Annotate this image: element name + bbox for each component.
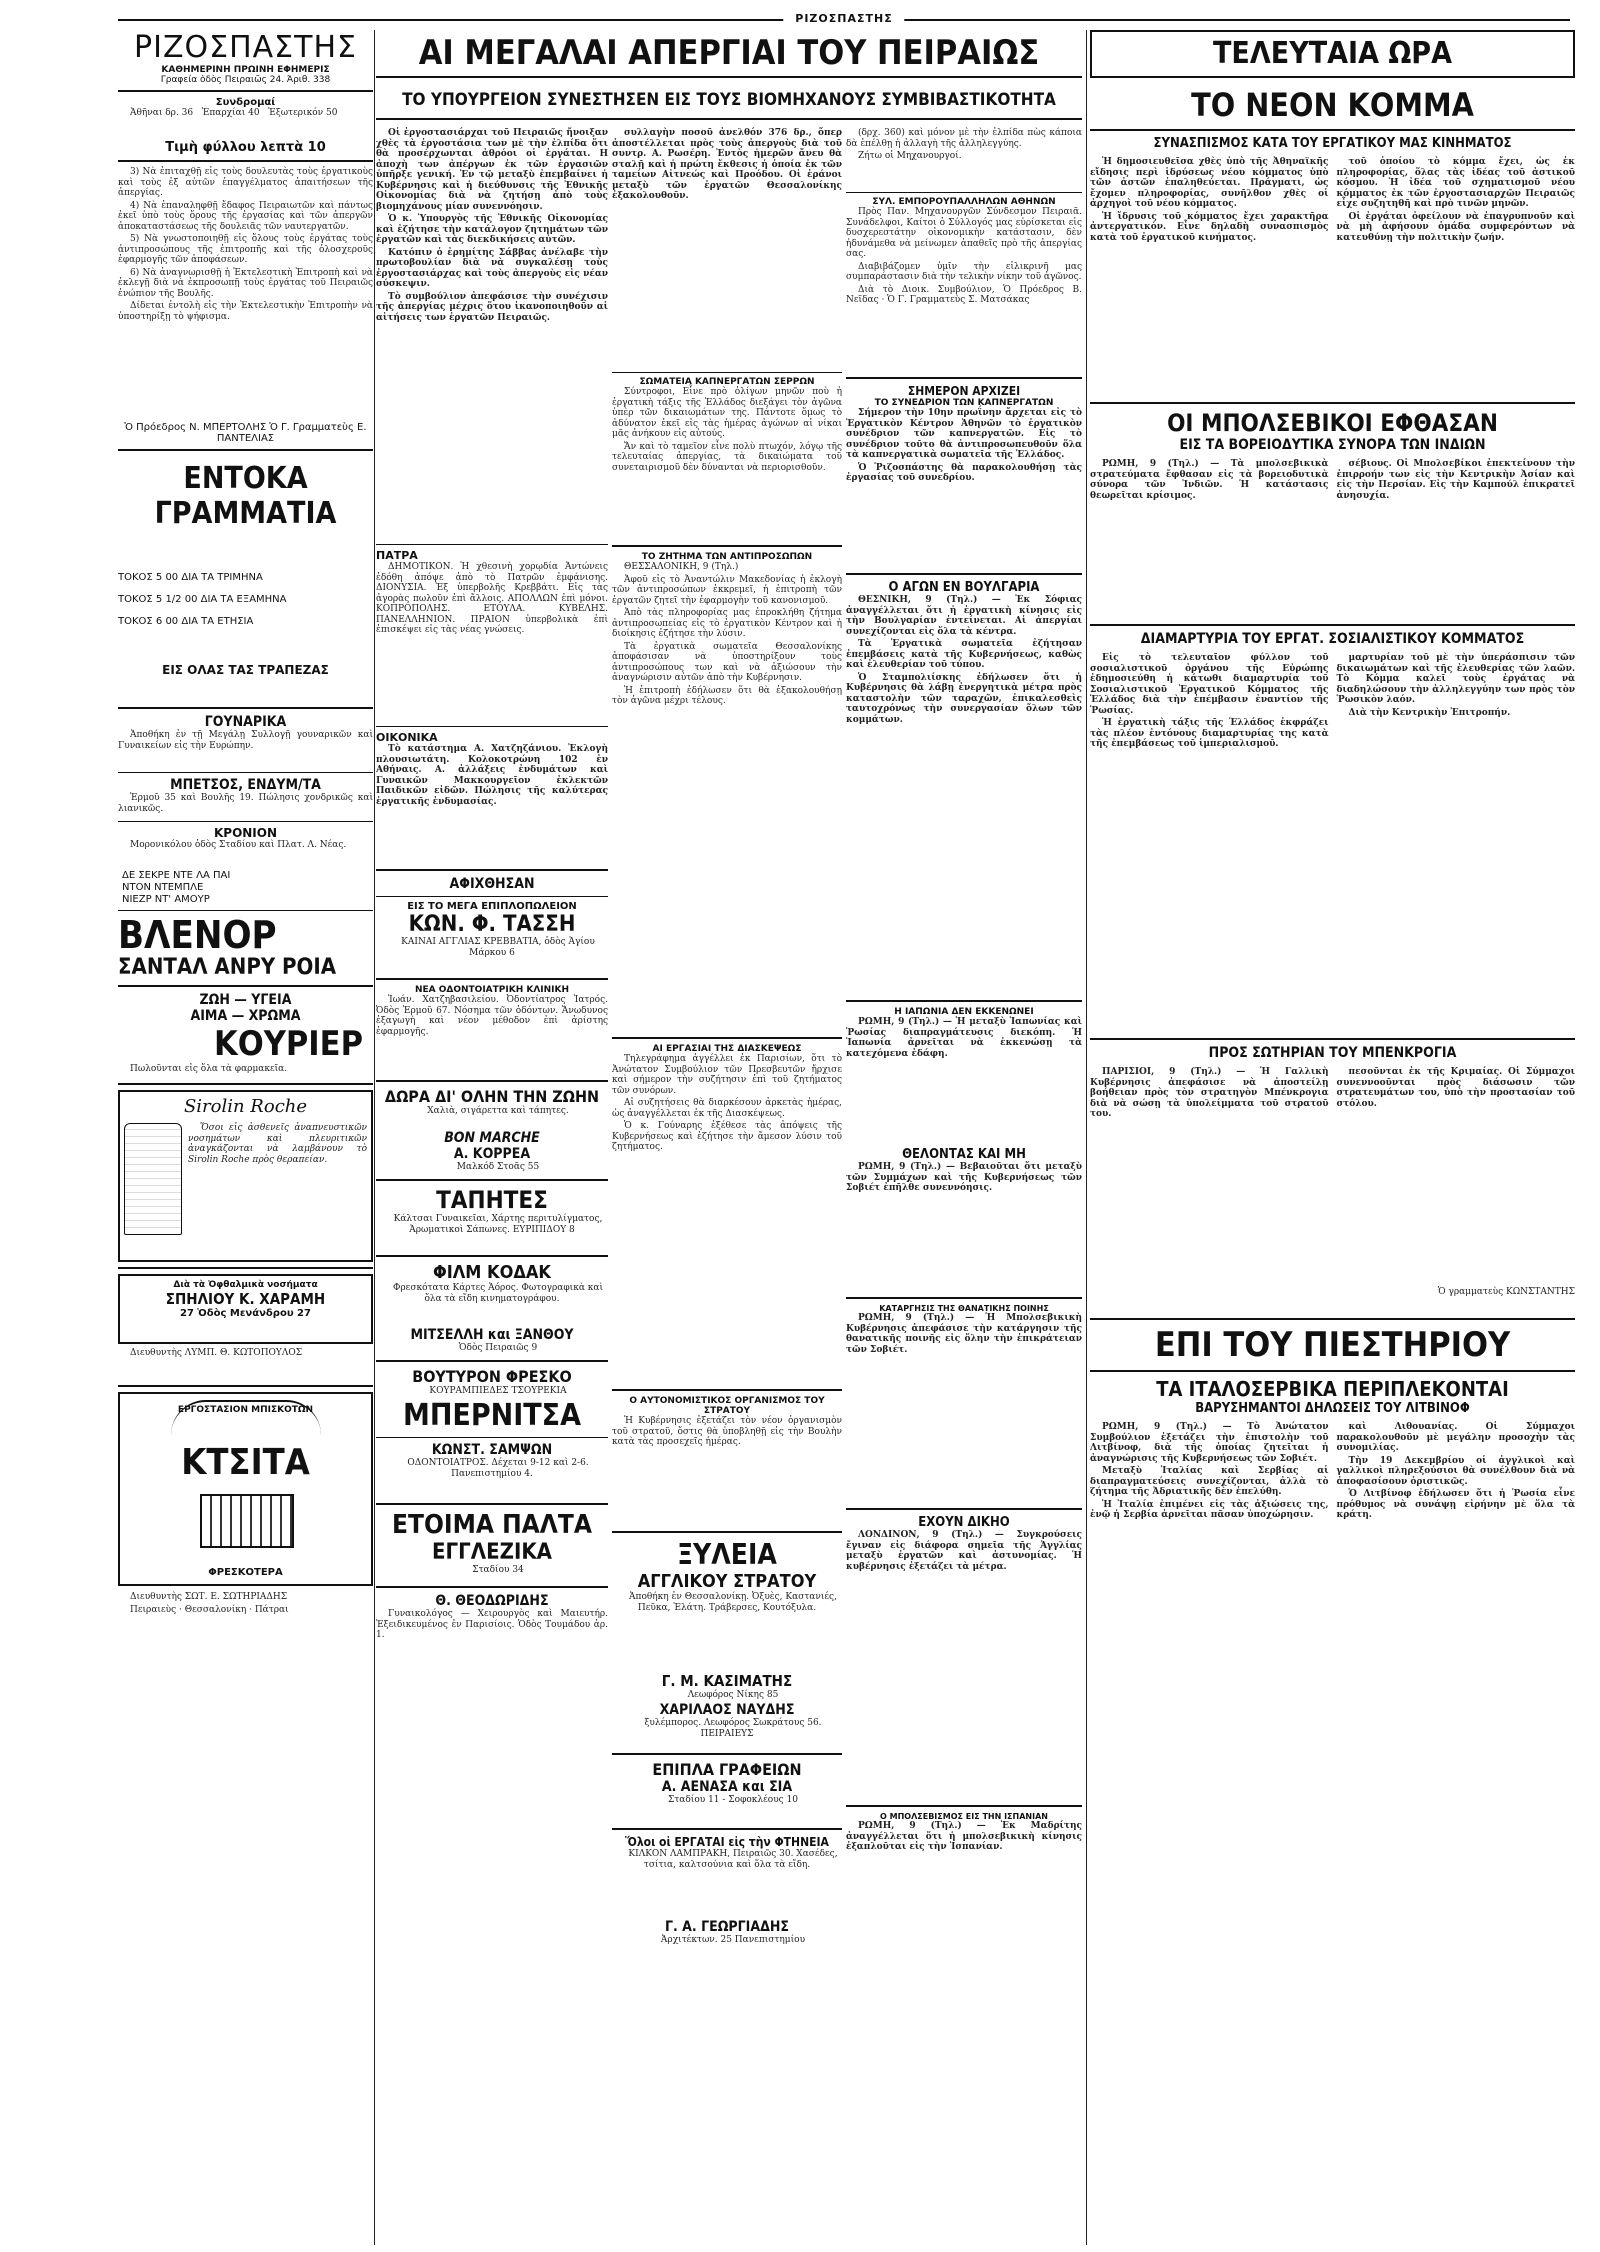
epipla: ΕΠΙΠΛΑ ΓΡΑΦΕΙΩΝ — [652, 1760, 802, 1779]
paper-name: ΡΙΖΟΣΠΑΣΤΗΣ — [134, 30, 357, 65]
headline: ΑΙ ΜΕΓΑΛΑΙ ΑΠΕΡΓΙΑΙ ΤΟΥ ΠΕΙΡΑΙΩΣ — [376, 30, 1082, 78]
to-meg: ΕΙΣ ΤΟ ΜΕΓΑ ΕΠΙΠΛΟΠΩΛΕΙΟΝ — [407, 901, 577, 912]
zitima: ΤΟ ΖΗΤΗΜΑ ΤΩΝ ΑΝΤΙΠΡΟΣΩΠΩΝ — [641, 552, 813, 562]
tsita-bottom: ΦΡΕΣΚΟΤΕΡΑ — [208, 1567, 283, 1578]
factory-icon — [200, 1494, 294, 1548]
right-column: ΤΕΛΕΥΤΑΙΑ ΩΡΑ ΤΟ ΝΕΟΝ ΚΟΜΜΑ ΣΥΝΑΣΠΙΣΜΟΣ ΚΑΤΑ ΤΟΥ ΕΡΓΑΤΙΚΟΥ ΜΑΣ ΚΙΝΗΜΑΤΟΣ Ἡ δημοσιευθεῖσα χθὲς ὑπὸ τῆς Ἀθηναϊκῆς εἴδησις περὶ ἱδρύσεως νέου κόμματος ὑπὸ τῶν ἀστῶν ἐπαληθεύεται. Πράγματι, ὡς ἔχομεν πληροφορίας, συνῆλθον χθὲς οἱ ἀρχηγοὶ τοῦ νέου κόμματος. Ἡ ἵδρυσις τοῦ κόμματος ἔχει χαρακτῆρα ἀντεργατικόν. Εἶνε δηλαδὴ συνασπισμὸς κατὰ τοῦ ἐργατικοῦ κινήματος. τοῦ ὁποίου τὸ κόμμα ἔχει, ὡς ἐκ πληροφορίας, ὅλας τὰς ἰδέας τοῦ ἀστικοῦ κόσμου. Ἡ ἰδέα τοῦ σχηματισμοῦ νέου κόμματος ἐκ τῶν ἐργοστασιαρχῶν Πειραιῶς εἶχε συζητηθῆ καὶ πρὸ τινῶν μηνῶν. Οἱ ἐργάται ὀφείλουν νὰ ἐπαγρυπνοῦν καὶ νὰ μὴ ἀφήσουν ὁμάδα συμφερόντων νὰ κατευθύνῃ τὴν πολιτικὴν ζωήν. ΟΙ ΜΠΟΛΣΕΒΙΚΟΙ ΕΦΘΑΣΑΝ ΕΙΣ ΤΑ ΒΟΡΕΙΟΔΥΤΙΚΑ ΣΥΝΟΡΑ ΤΩΝ ΙΝΔΙΩΝ ΡΩΜΗ, 9 (Τηλ.) — Τὰ μπολσεβικικὰ στρατεύματα ἔφθασαν εἰς τὰ βορειοδυτικὰ σύνορα τῶν Ἰνδιῶν. Ἡ κατάστασις θεωρεῖται κρίσιμος. σέβιους. Οἱ Μπολσεβίκοι ἐπεκτείνουν τὴν ἐπιρροήν των εἰς τὴν Κεντρικὴν Ἀσίαν καὶ εἰς τὴν Περσίαν. Εἰς τὴν Καμπούλ ἐπικρατεῖ ἀνησυχία. ΔΙΑΜΑΡΤΥΡΙΑ ΤΟΥ ΕΡΓΑΤ. ΣΟΣΙΑΛΙΣΤΙΚΟΥ ΚΟΜΜΑΤΟΣ Εἰς τὸ τελευταῖον φύλλον τοῦ σοσιαλιστικοῦ ὀργάνου τῆς Εὐρώπης ἐδημοσιεύθη ἡ κάτωθι διαμαρτυρία τοῦ Σοσιαλιστικοῦ Ἐργατικοῦ Κόμματος τῆς Ἑλλάδος διὰ τὴν ἐπέμβασιν ἐναντίον τῆς Ῥωσίας. Ἡ ἐργατικὴ τάξις τῆς Ἑλλάδος ἐκφράζει τὰς πλέον ἐντόνους διαμαρτυρίας της κατὰ τῆς ἐπεμβάσεως τοῦ ἱμπεριαλισμοῦ. μαρτυρίαν τοῦ μὲ τὴν ὑπεράσπισιν τῶν δικαιωμάτων καὶ τῆς ἐλευθερίας τῶν λαῶν. Τὸ Κόμμα καλεῖ τοὺς ἐργάτας νὰ διαδηλώσουν τὴν ἀλληλεγγύην των πρὸς τὸν Ῥωσικὸν λαόν. Διὰ τὴν Κεντρικὴν Ἐπιτροπήν. ΠΡΟΣ ΣΩΤΗΡΙΑΝ ΤΟΥ ΜΠΕΝΚΡΟΓΙΑ ΠΑΡΙΣΙΟΙ, 9 (Τηλ.) — Ἡ Γαλλικὴ Κυβέρνησις ἀπεφάσισε νὰ ἀποστείλῃ βοήθειαν πρὸς τὸν στρατηγὸν Μπένκρογια διὰ νὰ σώσῃ τὰ ὑπολείμματα τοῦ στρατοῦ του. πεσοῦνται ἐκ τῆς Κριμαίας. Οἱ Σύμμαχοι συνεννοοῦνται πρὸς διάσωσιν τῶν στρατευμάτων του, ὑπὸ τὴν προστασίαν τοῦ στόλου. Ὁ γραμματεὺς ΚΩΝΣΤΑΝΤΗΣ ΕΠΙ ΤΟΥ ΠΙΕΣΤΗΡΙΟΥ ΤΑ ΙΤΑΛΟΣΕΡΒΙΚΑ ΠΕΡΙΠΛΕΚΟΝΤΑΙ ΒΑΡΥΣΗΜΑΝΤΟΙ ΔΗΛΩΣΕΙΣ ΤΟΥ ΛΙΤΒΙΝΟΦ ΡΩΜΗ, 9 (Τηλ.) — Τὸ Ἀνώτατον Συμβούλιον ἐξετάζει τὴν ἐπιστολὴν τοῦ Λιτβίνοφ, διὰ τῆς ὁποίας ζητεῖται ἡ ἀναγνώρισις τῆς Κυβερνήσεως τῶν Σοβιέτ. Μεταξὺ Ἰταλίας καὶ Σερβίας αἱ διαπραγματεύσεις συνεχίζονται, ἀλλὰ τὸ ζήτημα τῆς Ἀδριατικῆς δὲν ἐπελύθη. Ἡ Ἰταλία ἐπιμένει εἰς τὰς ἀξιώσεις της, ἐνῷ ἡ Σερβία ἀρνεῖται πᾶσαν ὑποχώρησιν. καὶ Λιθουανίας. Οἱ Σύμμαχοι παρακολουθοῦν μὲ μεγάλην προσοχὴν τὰς συνομιλίας. Τὴν 19 Δεκεμβρίου οἱ ἀγγλικοὶ καὶ γαλλικοὶ πληρεξούσιοι θὰ συνέλθουν διὰ νὰ ἀποφασίσουν ὁριστικῶς. Ὁ Λιτβίνοφ ἐδήλωσεν ὅτι ἡ Ῥωσία εἶνε πρόθυμος νὰ συνάψῃ εἰρήνην μὲ ὅλα τὰ κράτη. — [1090, 30, 1575, 2245]
tsita-ad — [118, 1392, 373, 1586]
exoun-diko: ΕΧΟΥΝ ΔΙΚΗΟ — [918, 1515, 1010, 1530]
teleutaia: ΤΕΛΕΥΤΑΙΑ ΩΡΑ — [1213, 36, 1452, 71]
gerapidis: Γ. Α. ΓΕΩΡΓΙΑΔΗΣ — [664, 1919, 790, 1935]
price: Τιμὴ φύλλου λεπτὰ 10 — [165, 140, 326, 155]
egglezika: ΕΓΓΛΕΖΙΚΑ — [432, 1540, 552, 1565]
ofthalm: Διὰ τὰ Ὀφθαλμικὰ νοσήματα — [173, 1280, 318, 1290]
tsita-sub: ΕΡΓΟΣΤΑΣΙΟΝ ΜΠΙΣΚΟΤΩΝ — [171, 1400, 321, 1435]
aenasa: Α. ΑΕΝΑΣΑ και ΣΙΑ — [661, 1779, 793, 1795]
vlenor: ΒΛΕΝΟΡ — [118, 913, 277, 957]
tokos-row: ΤΟΚΟΣ 5 1/2 00 ΔΙΑ ΤΑ ΕΞΑΜΗΝΑ — [118, 594, 287, 605]
aima: ΑΙΜΑ — ΧΡΩΜΑ — [190, 1008, 301, 1024]
diamartyria: ΔΙΑΜΑΡΤΥΡΙΑ ΤΟΥ ΕΡΓΑΤ. ΣΟΣΙΑΛΙΣΤΙΚΟΥ ΚΟΜΜΑΤΟΣ — [1140, 631, 1525, 647]
mitsella: ΜΙΤΣΕΛΛΗ και ΞΑΝΘΟΥ — [410, 1327, 574, 1343]
katargisis: ΚΑΤΑΡΓΗΣΙΣ ΤΗΣ ΘΑΝΑΤΙΚΗΣ ΠΟΙΝΗΣ — [879, 1304, 1049, 1313]
footer: Διευθυντὴς ΣΩΤ. Ε. ΣΩΤΗΡΙΑΔΗΣ Πειραιεὺς · Θεσσαλονίκη · Πάτραι — [130, 1592, 289, 1615]
zoi: ΖΩΗ — ΥΓΕΙΑ — [199, 992, 292, 1008]
kourier: ΚΟΥΡΙΕΡ — [214, 1024, 363, 1064]
kronion: ΚΡΟΝΙΟΝ — [213, 826, 278, 840]
subscriptions: Συνδρομαί — [215, 97, 276, 108]
pros-sotirian: ΠΡΟΣ ΣΩΤΗΡΙΑΝ ΤΟΥ ΜΠΕΝΚΡΟΓΙΑ — [1208, 1045, 1457, 1061]
mpolsevismos: Ο ΜΠΟΛΣΕΒΙΣΜΟΣ ΕΙΣ ΤΗΝ ΙΣΠΑΝΙΑΝ — [880, 1812, 1048, 1821]
etoima: ΕΤΟΙΜΑ ΠΑΛΤΑ — [392, 1510, 592, 1540]
teleutaia-box — [1090, 30, 1575, 78]
xyleia: ΞΥΛΕΙΑ — [677, 1538, 777, 1571]
zitima-body: ΘΕΣΣΑΛΟΝΙΚΗ, 9 (Τηλ.) Ἀφοῦ εἰς τὸ Ἀναντώλιν Μακεδονίας ἡ ἐκλογὴ τῶν ἀντιπροσώπων ἐκκρεμεῖ, ἡ ἐπιτροπὴ τῶν ἐργατῶν ζητεῖ τὴν ἐφαρμογὴν τοῦ κανονισμοῦ. Ἀπὸ τὰς πληροφορίας μας ἐπροκλήθη ζήτημα ἀντιπροσωπείας εἰς τὸ ἐργατικὸν Κέντρον καὶ ἡ διοίκησις ἐζήτησε τὴν λύσιν. Τὰ ἐργατικὰ σωματεῖα Θεσσαλονίκης ἀποφάσισαν νὰ ὑποστηρίξουν τοὺς ἀντιπροσώπους των καὶ νὰ ἀξιώσουν τὴν ἀναγνώρισιν αὐτῶν ἀπὸ τὴν Κυβέρνησιν. Ἡ ἐπιτροπὴ ἐδήλωσεν ὅτι θὰ ἐξακολουθήσῃ τὸν ἀγῶνα μέχρι τέλους. — [612, 562, 842, 706]
column-divider — [374, 30, 375, 2245]
iaponia: Η ΙΑΠΩΝΙΑ ΔΕΝ ΕΚΚΕΝΩΝΕΙ — [894, 1007, 1034, 1017]
grammateus: Ὁ γραμματεὺς ΚΩΝΣΤΑΝΤΗΣ — [1437, 1287, 1575, 1297]
center-news-col-c: ΣΗΜΕΡΟΝ ΑΡΧΙΖΕΙ ΤΟ ΣΥΝΕΔΡΙΟΝ ΤΩΝ ΚΑΠΝΕΡΓΑΤΩΝ Σήμερον τὴν 10ην πρωΐνην ἄρχεται εἰς τὸ Ἐργατικὸν Κέντρον Ἀθηνῶν τὸ ἐργατικὸν συνέδριον τῶν καπνεργατῶν. Εἰς τὸ συνέδριον τοῦτο θὰ ἀντιπροσωπευθοῦν ὅλα τὰ καπνεργατικὰ σωματεῖα τῆς Ἑλλάδος. Ὁ Ῥιζοσπάστης θὰ παρακολουθήσῃ τὰς ἐργασίας τοῦ συνεδρίου. Ο ΑΓΩΝ ΕΝ ΒΟΥΛΓΑΡΙΑ ΘΕΣΝΙΚΗ, 9 (Τηλ.) — Ἐκ Σόφιας ἀναγγέλλεται ὅτι ἡ ἐργατικὴ κίνησις εἰς τὴν Βουλγαρίαν ἐντείνεται. Αἱ ἀπεργίαι συνεχίζονται εἰς ὅλα τὰ κέντρα. Τὰ Ἐργατικὰ σωματεῖα ἐζήτησαν ἐπεμβάσεις κατὰ τῆς Κυβερνήσεως, καθὼς καὶ ἐλευθερίαν τοῦ τύπου. Ὁ Σταμπολιίσκης ἐδήλωσεν ὅτι ἡ Κυβέρνησις θὰ λάβῃ ἐνεργητικὰ μέτρα πρὸς καταστολὴν τῶν ταραχῶν, ἐπικαλεσθεὶς ταυτοχρόνως τὴν συνεργασίαν ὅλων τῶν κομμάτων. Η ΙΑΠΩΝΙΑ ΔΕΝ ΕΚΚΕΝΩΝΕΙ ΡΩΜΗ, 9 (Τηλ.) — Ἡ μεταξὺ Ἰαπωνίας καὶ Ῥωσίας διαπραγμάτευσις διεκόπη. Ἡ Ἰαπωνία ἀρνεῖται νὰ ἐκκενώσῃ τὰ κατεχόμενα ἐδάφη. ΘΕΛΟΝΤΑΣ ΚΑΙ ΜΗ ΡΩΜΗ, 9 (Τηλ.) — Βεβαιοῦται ὅτι μεταξὺ τῶν Συμμάχων καὶ τῆς Κυβερνήσεως τῶν Σοβιέτ ἐπῆλθε συνεννόησις. ΚΑΤΑΡΓΗΣΙΣ ΤΗΣ ΘΑΝΑΤΙΚΗΣ ΠΟΙΝΗΣ ΡΩΜΗ, 9 (Τηλ.) — Ἡ Μπολσεβικικὴ Κυβέρνησις ἀπεφάσισε τὴν κατάργησιν τῆς θανατικῆς ποινῆς εἰς ὅλην τὴν ἐπικράτειαν τῶν Σοβιέτ. ΕΧΟΥΝ ΔΙΚΗΟ ΛΟΝΔΙΝΟΝ, 9 (Τηλ.) — Συγκρούσεις ἔγιναν εἰς διάφορα σημεῖα τῆς Ἀγγλίας μεταξὺ ἐργατῶν καὶ ἀστυνομίας. Ἡ κυβέρνησις ἐξετάζει τὰ μέτρα. Ο ΜΠΟΛΣΕΒΙΣΜΟΣ ΕΙΣ ΤΗΝ ΙΣΠΑΝΙΑΝ ΡΩΜΗ, 9 (Τηλ.) — Ἐκ Μαδρίτης ἀναγγέλλεται ὅτι ἡ μπολσεβικικὴ κίνησις ἐξαπλοῦται εἰς τὴν Ἰσπανίαν. — [846, 372, 1082, 2240]
center-col-a-top: Οἱ ἐργοστασιάρχαι τοῦ Πειραιῶς ἤνοιξαν χθὲς τὰ ἐργοστάσια των μὲ τὴν ἐλπίδα ὅτι θὰ προσέρχωνται ἀθρόοι οἱ ἐργάται. Η ἀποχὴ των ἀπέργων ἐκ τῶν ἐργασιῶν ὑπῆρξε γενική. Ἐν τῷ μεταξὺ ἐπεμβαίνει ἡ Κυβέρνησις καὶ ἡ διεύθυνσις τῆς Ἐθνικῆς Οἰκονομίας διὰ νὰ ζητήσῃ ἀπὸ τοὺς βιομηχάνους μίαν συνεννόησιν. Ὁ κ. Ὑπουργὸς τῆς Ἐθνικῆς Οἰκονομίας καὶ ἐζήτησε τὴν κατάλογον ζητημάτων τῶν ἐργατῶν καὶ τὰς διεκδικήσεις αὐτῶν. Κατόπιν ὁ ἐρημίτης Σάββας ἀνέλαβε τὴν πρωτοβουλίαν διὰ νὰ συγκαλέσῃ τοὺς ἐργοστασιάρχας καὶ τοὺς ἀπεργοὺς εἰς νέαν σύσκεψιν. Τὸ συμβούλιον ἀπεφάσισε τὴν συνέχισιν τῆς ἀπεργίας μέχρις ὅτου ἱκανοποιηθοῦν αἱ αἰτήσεις των ἐργατῶν Πειραιῶς. — [376, 128, 608, 323]
film-row: ΝΤΟΝ ΝΤΕΜΠΛΕ — [122, 882, 204, 893]
film-row: ΝΙΕΖΡ ΝΤ' ΑΜΟΥΡ — [122, 894, 210, 905]
signatures: Ὁ Πρόεδρος Ν. ΜΠΕΡΤΟΛΗΣ Ὁ Γ. Γραμματεὺς Ε. ΠΑΝΤΕΛΙΑΣ — [124, 422, 367, 444]
xarilaos: ΧΑΡΙΛΑΟΣ ΝΑΥΔΗΣ — [659, 1702, 795, 1718]
korrea: Α. ΚΟΡΡΕΑ — [453, 1146, 531, 1162]
center-ads-column: ΠΑΤΡΑ ΔΗΜΟΤΙΚΟΝ. Ἡ χθεσινὴ χορῳδία Ἀντώνεις ἐδόθη ἀπόψε ἀπὸ τὸ Πατρῶν ἐμφάνισης. ΔΙΟΝΥΣΙΑ. Ἐξ ὑπερβολῆς Κρεββάτι. Εἰς τὰς ἀγορὰς πωλοῦν ἐπὶ ἄλλοις. ΑΠΟΛΛΩΝ ἐπὶ μόνοι. ΚΟΠΡΟΠΟΛΗΣ. ΕΤΟΥΛΑ. ΚΥΒΕΛΗΣ. ΠΑΝΕΛΛΗΝΙΟΝ. ΠΡΑΙΟΝ ὑπερβολικὰ ἐπὶ ἐπισκέψει εἰς τὰς νέας γνώσεις. ΟΙΚΟΝΙΚΑ Τὸ κατάστημα Α. Χατζηζάνιου. Ἐκλογὴ πλουσιωτάτη. Κολοκοτρώνη 102 ἐν Αθήναις. Α. ἀλλάξεις ἐνδυμάτων καὶ Γυναικῶν Μακκουργεῖον ἐκλεκτῶν Παιδικῶν εἰδῶν. Πώλησις τῆς καλύτερας ἐργατικῆς ἐνδυμασίας. ΑΦΙΧΘΗΣΑΝ ΕΙΣ ΤΟ ΜΕΓΑ ΕΠΙΠΛΟΠΩΛΕΙΟΝ ΚΩΝ. Φ. ΤΑΣΣΗ ΚΑΙΝΑΙ ΑΓΓΛΙΑΣ ΚΡΕΒΒΑΤΙΑ, ὁδὸς Ἁγίου Μάρκου 6 ΝΕΑ ΟΔΟΝΤΟΙΑΤΡΙΚΗ ΚΛΙΝΙΚΗ Ἰωάν. Χατζηβασιλείου. Ὀδοντίατρος Ἰατρός. Ὀδὸς Ἑρμοῦ 67. Νόσημα τῶν ὀδόντων. Ἄνωδυνος ἐξαγωγὴ καὶ νέον μέθοδον ἐπὶ ἀρίστης ἐφαρμογῆς. ΔΩΡΑ ΔΙ' ΟΛΗΝ ΤΗΝ ΖΩΗΝ Χαλιὰ, σιγάρεττα καὶ τάπητες. BON MARCHE Α. ΚΟΡΡΕΑ Μαλκόδ Στοᾶς 55 ΤΑΠΗΤΕΣ Κάλτσαι Γυναικεῖαι, Χάρτης περιτυλίγματος, Ἀρωματικοὶ Σάπωνες. ΕΥΡΙΠΙΔΟΥ 8 ΦΙΛΜ ΚΟΔΑΚ Φρεσκότατα Κάρτες Ἀόρος. Φωτογραφικὰ καὶ ὅλα τὰ εἴδη κινηματογράφου. ΜΙΤΣΕΛΛΗ και ΞΑΝΘΟΥ Ὁδὸς Πειραιῶς 9 ΒΟΥΤΥΡΟΝ ΦΡΕΣΚΟ ΚΟΥΡΑΜΠΙΕΔΕΣ ΤΣΟΥΡΕΚΙΑ ΜΠΕΡΝΙΤΣΑ ΚΩΝΣΤ. ΣΑΜΨΩΝ ΟΔΟΝΤΟΙΑΤΡΟΣ. Δέχεται 9-12 καὶ 2-6. Πανεπιστημίου 4. ΕΤΟΙΜΑ ΠΑΛΤΑ ΕΓΓΛΕΖΙΚΑ Σταδίου 34 Θ. ΘΕΟΔΩΡΙΔΗΣ Γυναικολόγος — Χειρουργὸς καὶ Μαιευτήρ. Ἐξειδικευμένος ἐν Παρισίοις. Ὁδὸς Τουμάδου ἀρ. 1. — [376, 540, 608, 2240]
entoka-title: ΕΝΤΟΚΑ ΓΡΑΜΜΑΤΙΑ — [154, 461, 337, 531]
gounarika: ΓΟΥΝΑΡΙΚΑ — [204, 714, 287, 730]
banks: ΕΙΣ ΟΛΑΣ ΤΑΣ ΤΡΑΠΕΖΑΣ — [162, 663, 329, 677]
neon-komma: ΤΟ ΝΕΟΝ ΚΟΜΜΑ — [1191, 86, 1474, 124]
italo: ΤΑ ΙΤΑΛΟΣΕΡΒΙΚΑ ΠΕΡΙΠΛΕΚΟΝΤΑΙ — [1156, 1377, 1509, 1401]
left-column: ΡΙΖΟΣΠΑΣΤΗΣ ΚΑΘΗΜΕΡΙΝΗ ΠΡΩΙΝΗ ΕΦΗΜΕΡΙΣ Γραφεία ὁδὸς Πειραιῶς 24. Ἀριθ. 338 Συνδρομαί Ἀθῆναι δρ. 36 Ἐπαρχίαι 40 Ἐξωτερικόν 50 Τιμὴ φύλλου λεπτὰ 10 3) Νὰ ἐπιταχθῇ εἰς τοὺς δουλευτὰς τοὺς ἐργατικοὺς καὶ τοὺς ἐξ αὐτῶν ἐπαγγέλματος ἀπαιτήσεων τῆς ἀπεργίας. 4) Νὰ ἐπαναληφθῇ ἔδαφος Πειραιωτῶν καὶ πάντως ἐκεῖ ὑπὸ τοὺς ὅρους τῆς ἐργασίας καὶ τῶν ἀπεργῶν ἀποκαταστάσεως τῆς δουλειᾶς τῶν ναυτεργατῶν. 5) Νὰ γνωστοποιηθῇ εἰς ὅλους τοὺς ἐργάτας τοὺς ἀντιπροσώπους τῆς ἐπιτροπῆς καὶ τῆς ὁλοσχεροῦς ἐφαρμογῆς τῶν ἀποφάσεων. 6) Νὰ ἀναγνωρισθῇ ἡ Ἐκτελεστικὴ Ἐπιτροπὴ καὶ νὰ ἐκλεγῇ διὰ νὰ ἐκπροσωπῇ τοὺς ἐργάτας τοῦ Πειραιῶς ἐνώπιον τῆς Βουλῆς. Δίδεται ἐντολὴ εἰς τὴν Ἐκτελεστικὴν Ἐπιτροπὴν νὰ ὑποστηρίξῃ τὸ ψήφισμα. Ὁ Πρόεδρος Ν. ΜΠΕΡΤΟΛΗΣ Ὁ Γ. Γραμματεὺς Ε. ΠΑΝΤΕΛΙΑΣ ΕΝΤΟΚΑ ΓΡΑΜΜΑΤΙΑ ΤΟΚΟΣ 5 00 ΔΙΑ ΤΑ ΤΡΙΜΗΝΑ ΤΟΚΟΣ 5 1/2 00 ΔΙΑ ΤΑ ΕΞΑΜΗΝΑ ΤΟΚΟΣ 6 00 ΔΙΑ ΤΑ ΕΤΗΣΙΑ ΕΙΣ ΟΛΑΣ ΤΑΣ ΤΡΑΠΕΖΑΣ ΓΟΥΝΑΡΙΚΑ Ἀποθήκη ἐν τῇ Μεγάλῃ Συλλογῇ γουναρικῶν καὶ Γυναικείων εἰς τὴν Ευρώπην. ΜΠΕΤΣΟΣ, ΕΝΔΥΜ/ΤΑ Ἑρμοῦ 35 καὶ Βουλῆς 19. Πώλησις χονδρικῶς καὶ λιανικῶς. ΚΡΟΝΙΟΝ Μορονικόλου ὁδὸς Σταδίου καὶ Πλατ. Λ. Νέας. ΔΕ ΣΕΚΡΕ ΝΤΕ ΛΑ ΠΑΙ ΝΤΟΝ ΝΤΕΜΠΛΕ ΝΙΕΖΡ ΝΤ' ΑΜΟΥΡ ΒΛΕΝΟΡ ΣΑΝΤΑΛ ΑΝΡΥ ΡΟΙΑ ΖΩΗ — ΥΓΕΙΑ ΑΙΜΑ — ΧΡΩΜΑ ΚΟΥΡΙΕΡ Πωλοῦνται εἰς ὅλα τὰ φαρμακεῖα. Sirolin Roche Ὅσοι εἰς ἀσθενεῖς ἀναπνευστικῶν νοσημάτων καὶ πλευριτικῶν ἀναγκάζονται νὰ λαμβάνουν τὸ Sirolin Roche πρὸς θεραπείαν. Διὰ τὰ Ὀφθαλμικὰ νοσήματα ΣΠΗΛΙΟΥ Κ. ΧΑΡΑΜΗ 27 Ὁδὸς Μενάνδρου 27 Διευθυντὴς ΛΥΜΠ. Θ. ΚΩΤΟΠΟΥΛΟΣ ΕΡΓΟΣΤΑΣΙΟΝ ΜΠΙΣΚΟΤΩΝ ΚΤΣΙΤΑ ΦΡΕΣΚΟΤΕΡΑ Διευθυντὴς ΣΩΤ. Ε. ΣΩΤΗΡΙΑΔΗΣ Πειραιεὺς · Θεσσαλονίκη · Πάτραι — [118, 30, 373, 2245]
tassi: ΚΩΝ. Φ. ΤΑΣΣΗ — [408, 912, 576, 937]
subhead: ΤΟ ΥΠΟΥΡΓΕΙΟΝ ΣΥΝΕΣΤΗΣΕΝ ΕΙΣ ΤΟΥΣ ΒΙΟΜΗΧΑΝΟΥΣ ΣΥΜΒΙΒΑΣΤΙΚΟΤΗΤΑ — [376, 82, 1082, 120]
agglikou: ΑΓΓΛΙΚΟΥ ΣΤΡΑΤΟΥ — [637, 1571, 817, 1592]
ergates: Ὅλοι οἱ ΕΡΓΑΤΑΙ εἰς τὴν ΦΤΗΝΕΙΑ — [625, 1835, 829, 1849]
tagline: ΚΑΘΗΜΕΡΙΝΗ ΠΡΩΙΝΗ ΕΦΗΜΕΡΙΣ — [161, 65, 330, 75]
center-col-b-top: συλλαγὴν ποσοῦ ἀνελθόν 376 δρ., ὅπερ ἀποστέλλεται πρὸς τοὺς ἀπεργοὺς διὰ τοῦ συντρ. Α. Ρωσέρη. Ἐντὸς ἡμερῶν ἄνευ θὰ σταλῇ καὶ ἡ πρώτη ἔκθεσις ἡ ὁποία ἐκ τῶν ταμείων Αἰτνεώς καὶ Προόδου. Οἱ ἐράνοι μεταξὺ τῶν ἐργατῶν Θεσσαλονίκης ἐξακολουθοῦν. ΣΩΜΑΤΕΙΑ ΚΑΠΝΕΡΓΑΤΩΝ ΣΕΡΡΩΝ Σύντροφοι, Εἶνε πρὸ ὀλίγων μηνῶν ποὺ ἡ ἐργατικὴ τάξις τῆς Ἑλλάδος διεξάγει τὸν ἀγῶνα ὑπὲρ τῶν δικαιωμάτων της. Πάντοτε ὅμως τὸ ἀδύνατον ἐκεῖ εἰς τὰς ἡμέρας ἀγώνων αἱ νίκαι μᾶς ἀνήκουν εἰς αὐτούς. Ἄν καὶ τὸ ταμεῖον εἶνε πολὺ πτωχόν, λόγῳ τῆς τελευταίας ἀπεργίας, τὰ δικαιώματα τοῦ συνεταιρισμοῦ δὲν δύνανται νὰ περιορισθοῦν. — [612, 128, 842, 473]
center-news-col-b: ΤΟ ΖΗΤΗΜΑ ΤΩΝ ΑΝΤΙΠΡΟΣΩΠΩΝ ΘΕΣΣΑΛΟΝΙΚΗ, 9 (Τηλ.) Ἀφοῦ εἰς τὸ Ἀναντώλιν Μακεδονίας ἡ ἐκλογὴ τῶν ἀντιπροσώπων ἐκκρεμεῖ, ἡ ἐπιτροπὴ τῶν ἐργατῶν ζητεῖ τὴν ἐφαρμογὴν τοῦ κανονισμοῦ. Ἀπὸ τὰς πληροφορίας μας ἐπροκλήθη ζήτημα ἀντιπροσωπείας εἰς τὸ ἐργατικὸν Κέντρον καὶ ἡ διοίκησις ἐζήτησε τὴν λύσιν. Τὰ ἐργατικὰ σωματεῖα Θεσσαλονίκης ἀποφάσισαν νὰ ὑποστηρίξουν τοὺς ἀντιπροσώπους των καὶ νὰ ἀξιώσουν τὴν ἀναγνώρισιν αὐτῶν ἀπὸ τὴν Κυβέρνησιν. Ἡ ἐπιτροπὴ ἐδήλωσεν ὅτι θὰ ἐξακολουθήσῃ τὸν ἀγῶνα μέχρι τέλους. ΑΙ ΕΡΓΑΣΙΑΙ ΤΗΣ ΔΙΑΣΚΕΨΕΩΣ Τηλεγράφημα ἀγγέλλει ἐκ Παρισίων, ὅτι τὸ Ἀνώτατον Συμβούλιον τῶν Πρεσβευτῶν ἤρχισε καὶ σήμερον τὴν συζήτησιν ἐπὶ τοῦ ζητήματος τῶν συνόρων. Αἱ συζητήσεις θὰ διαρκέσουν ἀρκετὰς ἡμέρας, ὡς ἀναγγέλλεται ἐκ τῆς Διασκέψεως. Ὁ κ. Γούναρης ἐξέθεσε τὰς ἀπόψεις τῆς Κυβερνήσεως καὶ ἐζήτησε τὴν ἄμεσον λύσιν τοῦ ζητήματος. Ο ΑΥΤΟΝΟΜΙΣΤΙΚΟΣ ΟΡΓΑΝΙΣΜΟΣ ΤΟΥ ΣΤΡΑΤΟΥ Ἡ Κυβέρνησις ἐξετάζει τὸν νέον ὀργανισμὸν τοῦ στρατοῦ, ὅστις θὰ ὑποβληθῇ εἰς τὴν Βουλὴν κατὰ τὰς προσεχεῖς ἡμέρας. ΞΥΛΕΙΑ ΑΓΓΛΙΚΟΥ ΣΤΡΑΤΟΥ Ἀποθήκη ἐν Θεσσαλονίκῃ. Ὀξυὲς, Καστανιές, Πεῦκα, Ἐλάτη. Τράβερσες, Κουτόξυλα. Γ. Μ. ΚΑΣΙΜΑΤΗΣ Λεωφόρος Νίκης 85 ΧΑΡΙΛΑΟΣ ΝΑΥΔΗΣ ξυλέμπορος. Λεωφόρος Σωκράτους 56. ΠΕΙΡΑΙΕΥΣ ΕΠΙΠΛΑ ΓΡΑΦΕΙΩΝ Α. ΑΕΝΑΣΑ και ΣΙΑ Σταδίου 11 - Σοφοκλέους 10 Ὅλοι οἱ ΕΡΓΑΤΑΙ εἰς τὴν ΦΤΗΝΕΙΑ ΚΙΛΚΟΝ ΛΑΜΠΡΑΚΗ, Πειραιῶς 30. Χασέδες, τσίτια, καλτσούνια καὶ ὅλα τὰ εἴδη. Γ. Α. ΓΕΩΡΓΙΑΔΗΣ Ἀρχιτέκτων. 25 Πανεπιστημίου — [612, 540, 842, 2240]
tokos-row: ΤΟΚΟΣ 6 00 ΔΙΑ ΤΑ ΕΤΗΣΙΑ — [118, 616, 254, 627]
film: ΦΙΛΜ ΚΟΔΑΚ — [432, 1262, 551, 1283]
mpetsos: ΜΠΕΤΣΟΣ, ΕΝΔΥΜ/ΤΑ — [170, 777, 321, 793]
oikonika: ΟΙΚΟΝΙΚΑ — [376, 731, 438, 744]
epi: ΕΠΙ ΤΟΥ ΠΙΕΣΤΗΡΙΟΥ — [1154, 1325, 1511, 1365]
santal: ΣΑΝΤΑΛ ΑΝΡΥ ΡΟΙΑ — [118, 955, 337, 980]
simeron: ΣΗΜΕΡΟΝ ΑΡΧΙΖΕΙ — [907, 384, 1021, 398]
left-article-intro: 3) Νὰ ἐπιταχθῇ εἰς τοὺς δουλευτὰς τοὺς ἐργατικοὺς καὶ τοὺς ἐξ αὐτῶν ἐπαγγέλματος ἀπαιτήσεων τῆς ἀπεργίας. — [118, 167, 373, 198]
theodoridis: Θ. ΘΕΟΔΩΡΙΔΗΣ — [435, 1593, 549, 1609]
o-agon: Ο ΑΓΩΝ ΕΝ ΒΟΥΛΓΑΡΙΑ — [888, 580, 1040, 595]
synaspismos: ΣΥΝΑΣΠΙΣΜΟΣ ΚΑΤΑ ΤΟΥ ΕΡΓΑΤΙΚΟΥ ΜΑΣ ΚΙΝΗΜΑΤΟΣ — [1153, 136, 1512, 151]
thelontas: ΘΕΛΟΝΤΑΣ ΚΑΙ ΜΗ — [902, 1147, 1026, 1162]
center-col-c-top: (δρχ. 360) καὶ μόνον μὲ τὴν ἐλπίδα πὼς κάποια δὰ ἐπέλθῃ ἡ ἀλλαγὴ τῆς ἀλληλεγγύης. Ζήτω οἱ Μηχανουργοί. ΣΥΛ. ΕΜΠΟΡΟΥΠΑΛΛΗΛΩΝ ΑΘΗΝΩΝ Πρὸς Παν. Μηχανουργῶν Σύνδεσμον Πειραιᾶ. Συνάδελφοι, Καίτοι ὁ Σύλλογός μας εὑρίσκεται εἰς δυσχερεστάτην οἰκονομικὴν κατάστασιν, δὲν ἠδυνάμεθα νὰ μείνωμεν ἀπαθεῖς πρὸ τῆς ἀπεργίας σας. Διαβιβάζομεν ὑμῖν τὴν εἰλικρινῆ μας συμπαράστασιν διὰ τὴν τελικὴν νίκην τοῦ ἀγῶνος. Διὰ τὸ Διοικ. Συμβούλιον, Ὁ Πρόεδρος Β. Νεῖδας · Ὁ Γ. Γραμματεὺς Σ. Ματσάκας — [846, 128, 1082, 305]
spiliou-addr: 27 Ὁδὸς Μενάνδρου 27 — [180, 1308, 311, 1319]
dora: ΔΩΡΑ ΔΙ' ΟΛΗΝ ΤΗΝ ΖΩΗΝ — [384, 1087, 600, 1106]
tokos-row: ΤΟΚΟΣ 5 00 ΔΙΑ ΤΑ ΤΡΙΜΗΝΑ — [118, 572, 263, 583]
masthead-strip — [118, 12, 1570, 26]
syll-mich: ΣΥΛ. ΕΜΠΟΡΟΥΠΑΛΛΗΛΩΝ ΑΘΗΝΩΝ — [872, 197, 1056, 207]
afichthan: ΑΦΙΧΘΗΣΑΝ — [449, 876, 535, 892]
address: Γραφεία ὁδὸς Πειραιῶς 24. Ἀριθ. 338 — [160, 75, 331, 85]
center-subhead-wrap — [376, 82, 1082, 122]
synedrion: ΤΟ ΣΥΝΕΔΡΙΟΝ ΤΩΝ ΚΑΠΝΕΡΓΑΤΩΝ — [874, 398, 1054, 408]
ergatiki-kapn: ΣΩΜΑΤΕΙΑ ΚΑΠΝΕΡΓΑΤΩΝ ΣΕΡΡΩΝ — [639, 377, 815, 387]
ai-ergasiai: ΑΙ ΕΡΓΑΣΙΑΙ ΤΗΣ ΔΙΑΣΚΕΨΕΩΣ — [652, 1044, 802, 1054]
bottle-icon — [124, 1123, 182, 1235]
films-list — [118, 870, 373, 906]
sirolin-ad: Sirolin Roche Ὅσοι εἰς ἀσθενεῖς ἀναπνευστικῶν νοσημάτων καὶ πλευριτικῶν ἀναγκάζονται νὰ λαμβάνουν τὸ Sirolin Roche πρὸς θεραπείαν. — [118, 1090, 373, 1262]
varysim: ΒΑΡΥΣΗΜΑΝΤΟΙ ΔΗΛΩΣΕΙΣ ΤΟΥ ΛΙΤΒΙΝΟΦ — [1195, 1401, 1470, 1416]
tokos-list — [118, 567, 373, 633]
nea-odontiatria: ΝΕΑ ΟΔΟΝΤΟΙΑΤΡΙΚΗ ΚΛΙΝΙΚΗ — [414, 985, 570, 995]
sirolin-title: Sirolin Roche — [183, 1096, 308, 1117]
spiliou-ad — [118, 1274, 373, 1344]
bon-marche: BON MARCHE — [444, 1130, 540, 1146]
vorinoi: ΕΙΣ ΤΑ ΒΟΡΕΙΟΔΥΤΙΚΑ ΣΥΝΟΡΑ ΤΩΝ ΙΝΔΙΩΝ — [1179, 437, 1486, 453]
kasimatis: Γ. Μ. ΚΑΣΙΜΑΤΗΣ — [661, 1672, 793, 1690]
film-row: ΔΕ ΣΕΚΡΕ ΝΤΕ ΛΑ ΠΑΙ — [122, 870, 231, 881]
samsou: ΚΩΝΣΤ. ΣΑΜΨΩΝ — [431, 1442, 553, 1458]
mpernitsa: ΜΠΕΡΝΙΤΣΑ — [402, 1398, 582, 1433]
left-article: 3) Νὰ ἐπιταχθῇ εἰς τοὺς δουλευτὰς τοὺς ἐργατικοὺς καὶ τοὺς ἐξ αὐτῶν ἐπαγγέλματος ἀπαιτήσεων τῆς ἀπεργίας. 4) Νὰ ἐπαναληφθῇ ἔδαφος Πειραιωτῶν καὶ πάντως ἐκεῖ ὑπὸ τοὺς ὅρους τῆς ἐργασίας καὶ τῶν ἀπεργῶν ἀποκαταστάσεως τῆς δουλειᾶς τῶν ναυτεργατῶν. 5) Νὰ γνωστοποιηθῇ εἰς ὅλους τοὺς ἐργάτας τοὺς ἀντιπροσώπους τῆς ἐπιτροπῆς καὶ τῆς ὁλοσχεροῦς ἐφαρμογῆς τῶν ἀποφάσεων. 6) Νὰ ἀναγνωρισθῇ ἡ Ἐκτελεστικὴ Ἐπιτροπὴ καὶ νὰ ἐκλεγῇ διὰ νὰ ἐκπροσωπῇ τοὺς ἐργάτας τοῦ Πειραιῶς ἐνώπιον τῆς Βουλῆς. Δίδεται ἐντολὴ εἰς τὴν Ἐκτελεστικὴν Ἐπιτροπὴν νὰ ὑποστηρίξῃ τὸ ψήφισμα. — [118, 167, 373, 322]
column-divider — [1086, 30, 1087, 2245]
patra: ΠΑΤΡΑ — [376, 549, 418, 562]
spiliou: ΣΠΗΛΙΟΥ Κ. ΧΑΡΑΜΗ — [165, 1290, 326, 1308]
mpolsevikoi: ΟΙ ΜΠΟΛΣΕΒΙΚΟΙ ΕΦΘΑΣΑΝ — [1167, 409, 1498, 437]
tapites: ΤΑΠΗΤΕΣ — [436, 1186, 548, 1214]
lymp: Διευθυντὴς ΛΥΜΠ. Θ. ΚΩΤΟΠΟΥΛΟΣ — [130, 1348, 303, 1358]
center-headline-wrap — [376, 30, 1082, 76]
masthead-strip-label: ΡΙΖΟΣΠΑΣΤΗΣ — [783, 12, 904, 25]
voutyro: ΒΟΥΤΥΡΟΝ ΦΡΕΣΚΟ — [412, 1367, 572, 1386]
o-avtoritaios: Ο ΑΥΤΟΝΟΜΙΣΤΙΚΟΣ ΟΡΓΑΝΙΣΜΟΣ ΤΟΥ ΣΤΡΑΤΟΥ — [629, 1396, 825, 1416]
tsita: ΚΤΣΙΤΑ — [181, 1442, 310, 1483]
